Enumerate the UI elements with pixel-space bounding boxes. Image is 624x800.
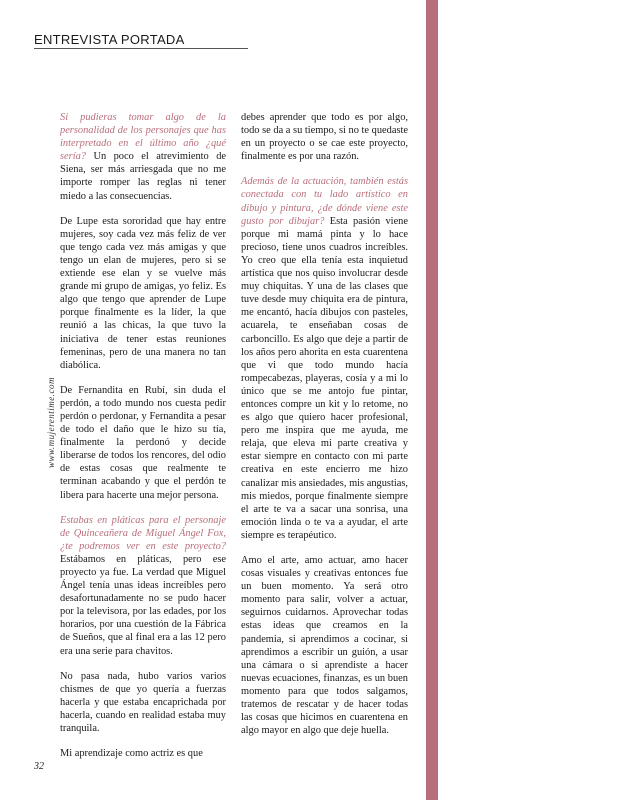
answer-text: Esta pasión viene porque mi mamá pinta y lo hace precioso, tiene unos cuadros increíbles. Yo creo que ella tenía esta inquietud artística que nos quiso involucrar desde muy chiquitas. Y una de las clases que tuve desde muy chiquita era de pintura, me encantó, hacía dibujos con pasteles, acuarela, te enseñaban cosas de carboncillo. Es algo que deje a partir de los años pero ahorita en esta cuarentena que vi que todo mundo hacía rompecabezas, playeras, cosía y a mi lo único que se me antojo fue pintar, entonces compre un kit y lo retome, no es algo que quiero hacer profesional, pero me inspira que me ayuda, me relaja, que eleva mi parte creativa y estar siempre en contacto con mi parte creativa en este encierro me hizo canalizar mis ansiedades, mis angustias, mis miedos, porque finalmente siempre el arte te va a sacar una sonrisa, una emoción linda o te va a ayudar, el arte siempre es terapéutico.: [241, 215, 408, 541]
answer-text: Un poco el atrevimiento de Siena, ser más arriesgada que no me importe romper las reglas ni tener miedo a las consecuencias.: [60, 151, 226, 202]
paragraph: [241, 175, 408, 542]
paragraph: [241, 111, 408, 163]
side-url: www.mujerentime.com: [46, 377, 56, 468]
answer-text: No pasa nada, hubo varios varios chismes de que yo quería a fuerzas hacerla y que estaba encaprichada por hacerla, cuando en realidad estaba muy tranquila.: [60, 670, 226, 735]
section-label: ENTREVISTA PORTADA: [34, 32, 248, 49]
paragraph: [241, 554, 408, 737]
answer-text: De Lupe esta sororidad que hay entre mujeres, soy cada vez más feliz de ver que tengo cada vez más amigas y que tengo un elan de mujeres, pero si se extiende ese elan y se vuelve más grande mi grupo de amigas, yo feliz. Es algo que tengo que aprender de Lupe porque finalmente es la líder, la que reunió a las chicas, la que tuvo la iniciativa de tener estas reuniones femeninas, pero de una manera no tan diabólica.: [60, 215, 226, 371]
question-text: Además de la actuación, también estás conectada con tu lado artístico en dibujo y pintura, ¿de dónde viene este gusto por dibujar?: [241, 176, 408, 227]
right-column: [241, 111, 408, 749]
accent-bar: [426, 0, 438, 800]
left-column: [60, 111, 226, 772]
paragraph: [60, 670, 226, 735]
paragraph: [60, 747, 226, 760]
answer-text: De Fernandita en Rubí, sin duda el perdón, a todo mundo nos cuesta pedir perdón o perdonar, y Fernandita a pesar de todo el daño que le hizo su tía, finalmente la perdonó y decide liberarse de todos los rencores, del odio de estas cosas que realmente te terminan acabando y que el perdón te libera para hacerte una mejor persona.: [60, 384, 226, 501]
paragraph: [60, 111, 226, 203]
paragraph: [60, 514, 226, 658]
paragraph: [60, 215, 226, 372]
answer-text: Estábamos en pláticas, pero ese proyecto ya fue. La verdad que Miguel Ángel tenía unas ideas increíbles pero desafortunadamente no se pudo hacer por la televisora, por las edades, por los horarios, por una cuestión de la Fábrica de Sueños, que al final era a las 12 pero era una serie para chavitos.: [60, 553, 226, 657]
answer-text: Mi aprendizaje como actriz es que: [60, 748, 203, 760]
page-number: 32: [34, 761, 44, 772]
paragraph: [60, 384, 226, 502]
question-text: Si pudieras tomar algo de la personalidad de los personajes que has interpretado en el último año ¿qué sería?: [60, 112, 226, 163]
answer-text: Amo el arte, amo actuar, amo hacer cosas visuales y creativas entonces fue un buen momento. Ya será otro momento para salir, volver a actuar, seguirnos cuidarnos. Aprovechar todas estas ideas que creamos en la pandemia, si aprendimos a cocinar, si aprendimos a escribir un guión, a usar una cámara o si aprendiste a hacer nuevas ecuaciones, finanzas, es un buen momento para que todos salgamos, tratemos de rescatar y de hacer todas las cosas que hicimos en cuarentena en algo mayor en algo que deje huella.: [241, 555, 408, 737]
question-text: Estabas en pláticas para el personaje de Quinceañera de Miguel Ángel Fox, ¿te podremos ver en este proyecto?: [60, 514, 226, 552]
answer-text: debes aprender que todo es por algo, todo se da a su tiempo, si no te quedaste en un proyecto o se cae este proyecto, finalmente es por una razón.: [241, 112, 408, 163]
